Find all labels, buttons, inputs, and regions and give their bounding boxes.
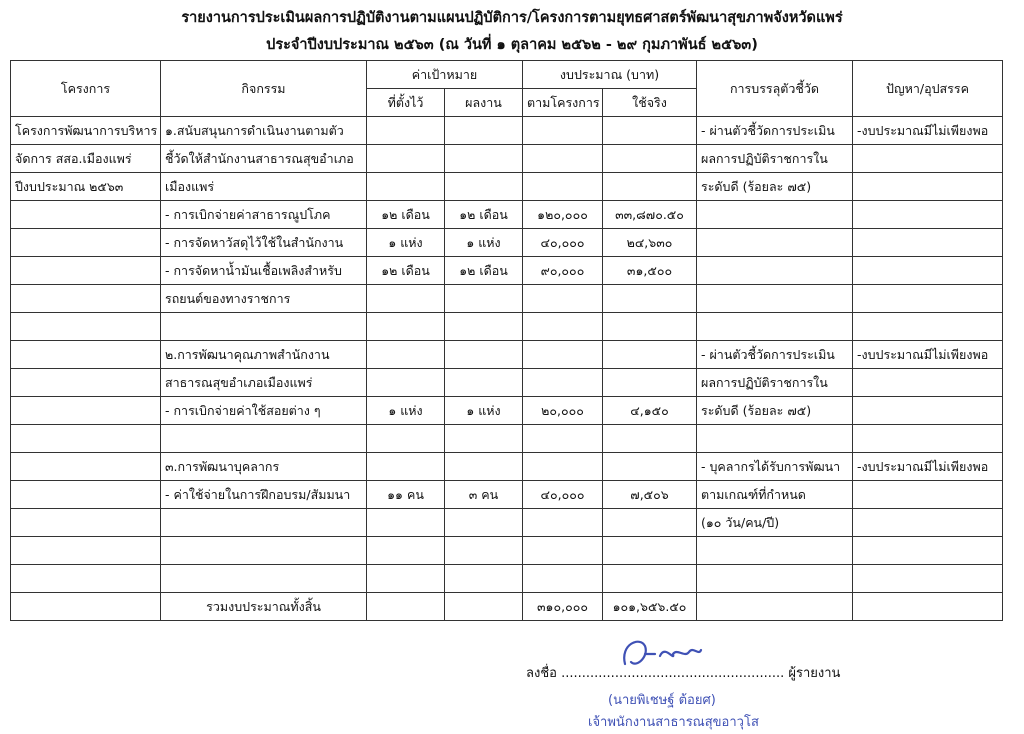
table-cell: -งบประมาณมีไม่เพียงพอ xyxy=(853,117,1003,145)
table-cell xyxy=(853,397,1003,425)
table-cell: - บุคลากรได้รับการพัฒนา xyxy=(697,453,853,481)
table-cell xyxy=(523,565,603,593)
table-cell xyxy=(445,537,523,565)
table-row xyxy=(11,565,1003,593)
table-cell xyxy=(367,313,445,341)
table-cell: ๓ คน xyxy=(445,481,523,509)
header-activity: กิจกรรม xyxy=(161,61,367,117)
table-cell xyxy=(523,117,603,145)
table-cell: ตามเกณฑ์ที่กำหนด xyxy=(697,481,853,509)
table-cell xyxy=(603,453,697,481)
table-cell xyxy=(603,173,697,201)
table-cell xyxy=(161,425,367,453)
table-row xyxy=(11,537,1003,565)
sign-label: ลงชื่อ xyxy=(526,666,557,681)
table-body xyxy=(11,117,1003,593)
table-row xyxy=(11,425,1003,453)
table-cell xyxy=(445,453,523,481)
table-cell: ๔๐,๐๐๐ xyxy=(523,229,603,257)
table-cell xyxy=(445,509,523,537)
table-cell xyxy=(367,117,445,145)
table-cell xyxy=(11,369,161,397)
table-cell: ๔๐,๐๐๐ xyxy=(523,481,603,509)
table-row xyxy=(11,117,1003,145)
table-cell: ๑ แห่ง xyxy=(367,397,445,425)
reporter-position: เจ้าพนักงานสาธารณสุขอาวุโส xyxy=(588,715,759,730)
table-cell: ๗,๕๐๖ xyxy=(603,481,697,509)
table-cell xyxy=(367,537,445,565)
table-cell: ๓.การพัฒนาบุคลากร xyxy=(161,453,367,481)
table-cell xyxy=(603,565,697,593)
table-cell xyxy=(523,509,603,537)
table-cell: (๑๐ วัน/คน/ปี) xyxy=(697,509,853,537)
table-cell xyxy=(853,481,1003,509)
table-cell xyxy=(853,313,1003,341)
table-cell: เมืองแพร่ xyxy=(161,173,367,201)
table-cell xyxy=(11,201,161,229)
table-cell xyxy=(161,537,367,565)
table-cell xyxy=(523,285,603,313)
table-cell xyxy=(853,201,1003,229)
table-cell xyxy=(603,285,697,313)
table-row xyxy=(11,341,1003,369)
table-cell xyxy=(11,565,161,593)
table-cell: ๑ แห่ง xyxy=(445,229,523,257)
table-cell: ๓๑,๕๐๐ xyxy=(603,257,697,285)
table-cell xyxy=(853,173,1003,201)
table-cell: ๙๐,๐๐๐ xyxy=(523,257,603,285)
table-cell xyxy=(11,229,161,257)
table-cell: สาธารณสุขอำเภอเมืองแพร่ xyxy=(161,369,367,397)
table-cell xyxy=(11,257,161,285)
table-cell xyxy=(11,453,161,481)
table-cell xyxy=(697,257,853,285)
table-cell: จัดการ สสอ.เมืองแพร่ xyxy=(11,145,161,173)
table-cell xyxy=(367,453,445,481)
table-cell: ผลการปฏิบัติราชการใน xyxy=(697,369,853,397)
table-cell: - การเบิกจ่ายค่าใช้สอยต่าง ๆ xyxy=(161,397,367,425)
table-row xyxy=(11,397,1003,425)
table-cell xyxy=(603,313,697,341)
table-cell: ๑.สนับสนุนการดำเนินงานตามตัว xyxy=(161,117,367,145)
table-cell: ๒.การพัฒนาคุณภาพสำนักงาน xyxy=(161,341,367,369)
total-plan: ๓๑๐,๐๐๐ xyxy=(523,593,603,621)
table-cell xyxy=(445,369,523,397)
table-cell xyxy=(445,565,523,593)
report-table xyxy=(10,60,1003,621)
table-cell: ๑ แห่ง xyxy=(367,229,445,257)
table-cell: - การจัดหาวัสดุไว้ใช้ในสำนักงาน xyxy=(161,229,367,257)
table-cell xyxy=(603,341,697,369)
table-cell xyxy=(367,369,445,397)
table-cell xyxy=(603,145,697,173)
table-cell: ๑๒ เดือน xyxy=(367,201,445,229)
table-cell xyxy=(161,313,367,341)
report-title: รายงานการประเมินผลการปฏิบัติงานตามแผนปฏิบัติการ/โครงการตามยุทธศาสตร์พัฒนาสุขภาพจังหวัดแพร่ xyxy=(181,10,843,26)
table-cell: ๒๔,๖๓๐ xyxy=(603,229,697,257)
handwritten-signature xyxy=(615,634,705,674)
table-cell xyxy=(11,537,161,565)
table-cell xyxy=(367,341,445,369)
table-cell xyxy=(11,397,161,425)
table-cell: -งบประมาณมีไม่เพียงพอ xyxy=(853,453,1003,481)
table-cell: ๔,๑๕๐ xyxy=(603,397,697,425)
table-cell xyxy=(523,369,603,397)
table-cell: ระดับดี (ร้อยละ ๗๕) xyxy=(697,397,853,425)
table-cell xyxy=(697,565,853,593)
table-cell xyxy=(523,453,603,481)
table-cell: - การจัดหาน้ำมันเชื้อเพลิงสำหรับ xyxy=(161,257,367,285)
table-cell: ระดับดี (ร้อยละ ๗๕) xyxy=(697,173,853,201)
table-cell xyxy=(853,257,1003,285)
table-row xyxy=(11,313,1003,341)
table-cell xyxy=(523,145,603,173)
table-cell xyxy=(11,341,161,369)
table-cell: ๑๒ เดือน xyxy=(445,257,523,285)
table-cell xyxy=(853,565,1003,593)
table-cell: -งบประมาณมีไม่เพียงพอ xyxy=(853,341,1003,369)
table-cell xyxy=(445,285,523,313)
table-cell: โครงการพัฒนาการบริหาร xyxy=(11,117,161,145)
table-cell xyxy=(853,145,1003,173)
report-subtitle: ประจำปีงบประมาณ ๒๕๖๓ (ณ วันที่ ๑ ตุลาคม ๒๕๖๒ - ๒๙ กุมภาพันธ์ ๒๕๖๓) xyxy=(266,37,758,53)
table-cell xyxy=(367,425,445,453)
header-target: ค่าเป้าหมาย xyxy=(367,61,523,89)
table-cell xyxy=(367,145,445,173)
table-row xyxy=(11,481,1003,509)
header-budget-plan: ตามโครงการ xyxy=(523,89,603,117)
table-cell xyxy=(603,425,697,453)
table-cell xyxy=(11,285,161,313)
table-row xyxy=(11,257,1003,285)
header-problem: ปัญหา/อุปสรรค xyxy=(853,61,1003,117)
table-cell: ๑๒ เดือน xyxy=(445,201,523,229)
header-budget-used: ใช้จริง xyxy=(603,89,697,117)
table-cell xyxy=(523,341,603,369)
table-cell xyxy=(853,229,1003,257)
table-cell: ปีงบประมาณ ๒๕๖๓ xyxy=(11,173,161,201)
table-cell xyxy=(445,313,523,341)
table-cell: ๓๓,๘๗๐.๕๐ xyxy=(603,201,697,229)
table-cell xyxy=(445,145,523,173)
table-cell xyxy=(853,537,1003,565)
table-cell xyxy=(161,565,367,593)
table-cell xyxy=(853,285,1003,313)
table-row xyxy=(11,509,1003,537)
header-target-set: ที่ตั้งไว้ xyxy=(367,89,445,117)
table-cell xyxy=(603,117,697,145)
table-cell: - การเบิกจ่ายค่าสาธารณูปโภค xyxy=(161,201,367,229)
table-cell xyxy=(603,509,697,537)
table-row xyxy=(11,285,1003,313)
table-cell: ๑๒ เดือน xyxy=(367,257,445,285)
table-cell: - ผ่านตัวชี้วัดการประเมิน xyxy=(697,117,853,145)
table-row xyxy=(11,145,1003,173)
table-row xyxy=(11,369,1003,397)
total-used: ๑๐๑,๖๕๖.๕๐ xyxy=(603,593,697,621)
table-cell xyxy=(445,425,523,453)
table-cell xyxy=(367,173,445,201)
table-cell xyxy=(603,369,697,397)
table-cell: ชี้วัดให้สำนักงานสาธารณสุขอำเภอ xyxy=(161,145,367,173)
table-cell xyxy=(445,341,523,369)
table-cell xyxy=(697,229,853,257)
table-cell xyxy=(697,313,853,341)
reporter-label: ผู้รายงาน xyxy=(788,666,841,681)
table-cell xyxy=(853,425,1003,453)
table-cell xyxy=(161,509,367,537)
header-target-result: ผลงาน xyxy=(445,89,523,117)
table-cell xyxy=(367,285,445,313)
total-row xyxy=(11,593,1003,621)
table-cell xyxy=(697,537,853,565)
table-row xyxy=(11,229,1003,257)
table-cell xyxy=(697,285,853,313)
header-budget: งบประมาณ (บาท) xyxy=(523,61,697,89)
table-cell xyxy=(853,369,1003,397)
table-cell: ๒๐,๐๐๐ xyxy=(523,397,603,425)
table-cell xyxy=(523,313,603,341)
header-project: โครงการ xyxy=(11,61,161,117)
table-cell xyxy=(11,425,161,453)
table-cell: ๑๑ คน xyxy=(367,481,445,509)
table-cell xyxy=(603,537,697,565)
table-cell: - ค่าใช้จ่ายในการฝึกอบรม/สัมมนา xyxy=(161,481,367,509)
table-cell xyxy=(697,425,853,453)
table-cell xyxy=(523,425,603,453)
table-row xyxy=(11,201,1003,229)
table-cell xyxy=(367,509,445,537)
table-cell: - ผ่านตัวชี้วัดการประเมิน xyxy=(697,341,853,369)
table-cell xyxy=(523,173,603,201)
table-cell: รถยนต์ของทางราชการ xyxy=(161,285,367,313)
table-cell xyxy=(11,509,161,537)
table-cell xyxy=(853,509,1003,537)
total-label: รวมงบประมาณทั้งสิ้น xyxy=(161,593,367,621)
table-cell: ๑๒๐,๐๐๐ xyxy=(523,201,603,229)
table-row xyxy=(11,173,1003,201)
table-cell: ผลการปฏิบัติราชการใน xyxy=(697,145,853,173)
table-cell xyxy=(367,565,445,593)
table-cell xyxy=(11,313,161,341)
reporter-name: (นายพิเชษฐ์ ต้อยศ) xyxy=(608,693,716,708)
table-cell xyxy=(11,481,161,509)
table-cell xyxy=(445,173,523,201)
table-cell xyxy=(523,537,603,565)
header-indicator: การบรรลุตัวชี้วัด xyxy=(697,61,853,117)
table-cell xyxy=(445,117,523,145)
table-cell xyxy=(697,201,853,229)
sign-dots: ...................................................... xyxy=(561,666,785,681)
table-cell: ๑ แห่ง xyxy=(445,397,523,425)
table-row xyxy=(11,453,1003,481)
